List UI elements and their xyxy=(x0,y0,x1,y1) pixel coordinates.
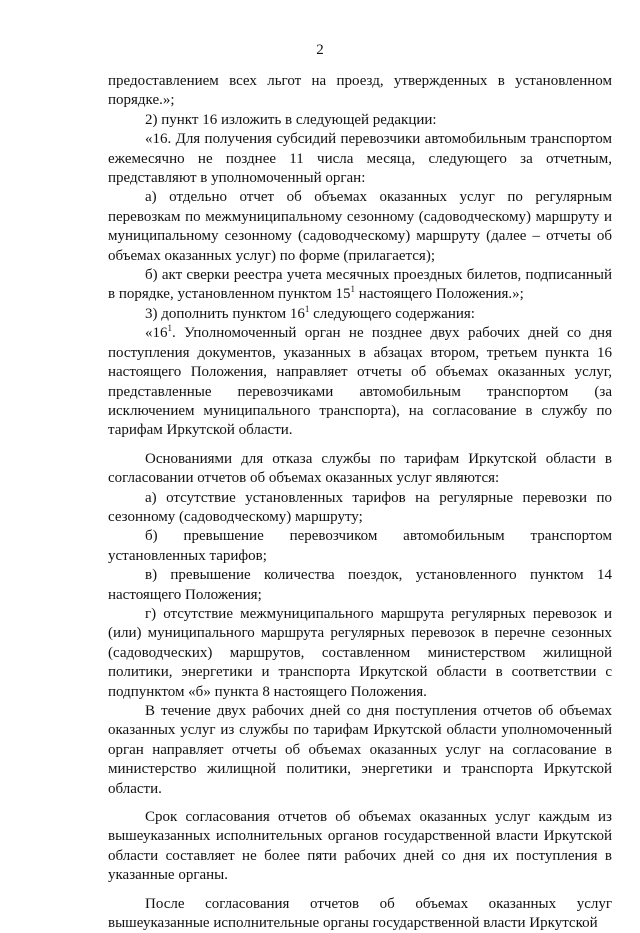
paragraph-subpoint-b-text: б) акт сверки реестра учета месячных проездных билетов, подписанный в порядке, установленном пунктом 15 xyxy=(108,267,612,303)
paragraph-amendment-3-tail: следующего содержания: xyxy=(309,305,475,322)
document-body xyxy=(108,72,612,933)
paragraph-forwarding: В течение двух рабочих дней со дня поступления отчетов об объемах оказанных услуг из службы по тарифам Иркутской области уполномоченный орган направляет отчеты об объемах оказанных услуг на согласование в министерство жилищной политики, энергетики и транспорта Иркутской области. xyxy=(108,703,612,797)
page-number: 2 xyxy=(316,42,324,58)
paragraph-refusal-grounds: Основаниями для отказа службы по тарифам Иркутской области в согласовании отчетов об объемах оказанных услуг являются: xyxy=(108,450,612,487)
superscript-index: 1 xyxy=(304,303,310,314)
paragraph-amendment-2: 2) пункт 16 изложить в следующей редакции: xyxy=(145,111,437,128)
paragraph-continuation: предоставлением всех льгот на проезд, утвержденных в установленном порядке.»; xyxy=(108,73,612,109)
superscript-index: 1 xyxy=(350,284,356,295)
paragraph-subpoint-b xyxy=(108,266,612,305)
superscript-index: 1 xyxy=(167,323,172,334)
paragraph-subpoint-b-tail: настоящего Положения.»; xyxy=(355,286,524,303)
paragraph-amendment-3-text: 3) дополнить пунктом 16 xyxy=(145,305,305,322)
paragraph-ground-g: г) отсутствие межмуниципального маршрута регулярных перевозок и (или) муниципального маршрута регулярных перевозок в перечне сезонных (садоводческих) маршрутов, составленном министерством жилищной политики, энергетики и транспорта Иркутской области в соответствии с подпунктом «б» пункта 8 настоящего Положения. xyxy=(108,605,612,700)
paragraph-approval-term: Срок согласования отчетов об объемах оказанных услуг каждым из вышеуказанных исполнительных органов государственной власти Иркутской области составляет не более пяти рабочих дней со дня их поступления в указанные органы. xyxy=(108,809,612,884)
paragraph-point-16: «16. Для получения субсидий перевозчики автомобильным транспортом ежемесячно не позднее 11 числа месяца, следующего за отчетным, представляют в уполномоченный орган: xyxy=(108,131,612,187)
paragraph-ground-b: б) превышение перевозчиком автомобильным транспортом установленных тарифов; xyxy=(108,528,612,564)
paragraph-point-16-1 xyxy=(108,324,612,440)
paragraph-subpoint-a: а) отдельно отчет об объемах оказанных услуг по регулярным перевозкам по межмуниципальному сезонному (садоводческому) маршруту и муниципальному сезонному (садоводческому) маршруту (далее – отчеты об объемах оказанных услуг) по форме (прилагается); xyxy=(108,189,612,264)
paragraph-ground-a: а) отсутствие установленных тарифов на регулярные перевозки по сезонному (садоводческому) маршруту; xyxy=(108,489,612,525)
paragraph-ground-v: в) превышение количества поездок, установленного пунктом 14 настоящего Положения; xyxy=(108,567,612,603)
paragraph-point-16-1-text: «16 xyxy=(145,325,168,342)
paragraph-amendment-3 xyxy=(108,305,612,324)
paragraph-after-approval: После согласования отчетов об объемах оказанных услуг вышеуказанные исполнительные органы государственной власти Иркутской xyxy=(108,895,612,932)
paragraph-point-16-1-tail: . Уполномоченный орган не позднее двух рабочих дней со дня поступления документов, указанных в абзацах втором, третьем пункта 16 настоящего Положения, направляет отчеты об объемах оказанных услуг, представленные перевозчиками автомобильным транспортом (за исключением муниципального транспорта), на согласование в службу по тарифам Иркутской области. xyxy=(108,325,612,439)
